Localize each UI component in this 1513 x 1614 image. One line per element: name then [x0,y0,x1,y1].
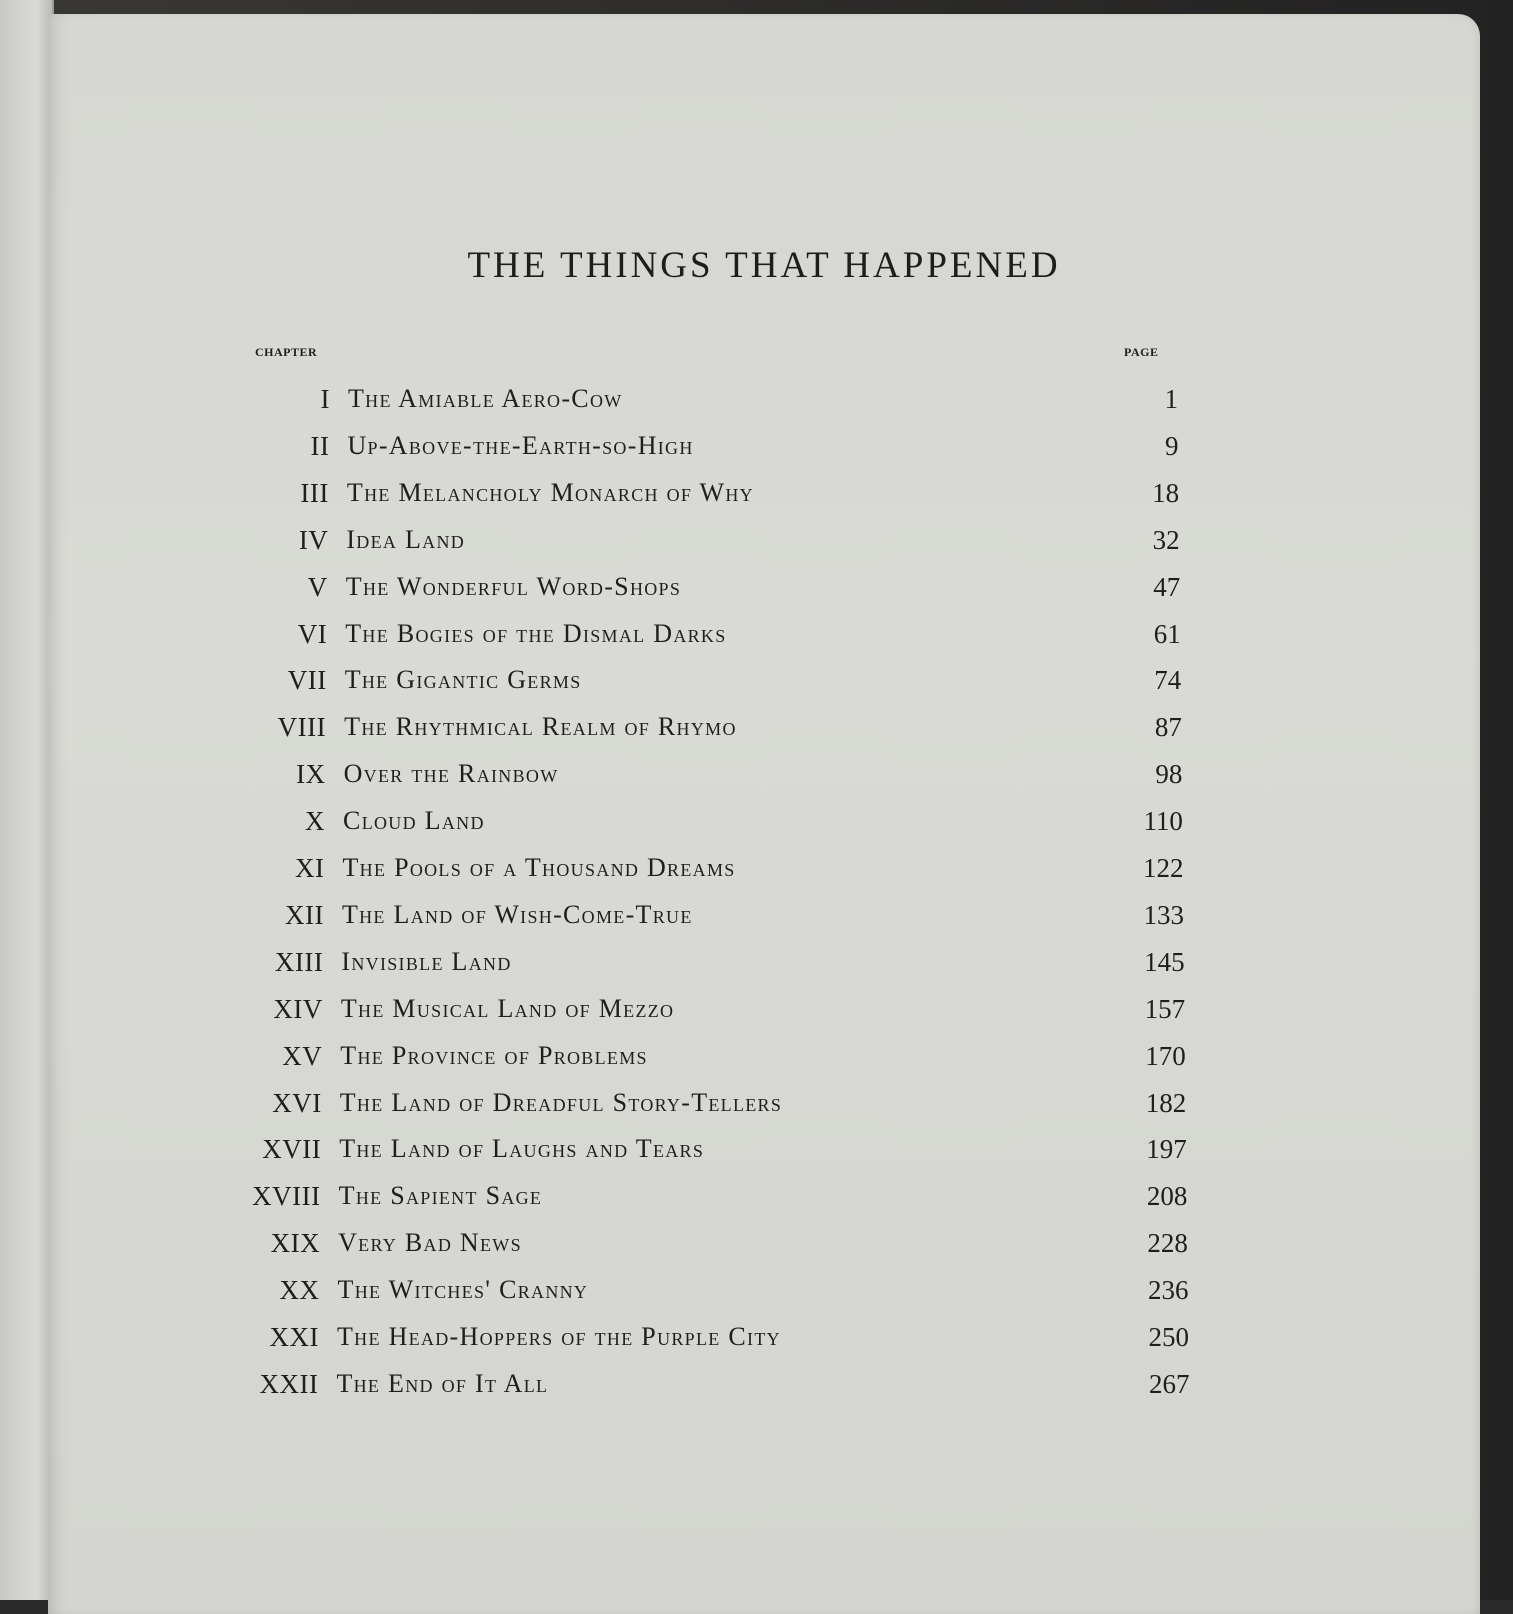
chapter-page-number: 170 [1145,1040,1186,1071]
toc-row [48,1173,1480,1219]
chapter-page-number: 61 [1153,618,1181,649]
chapter-title: Up-Above-the-Earth-so-High [347,430,694,460]
chapter-page-number: 32 [1152,524,1180,555]
chapter-numeral: III [300,477,329,508]
chapter-title: The Head-Hoppers of the Purple City [337,1322,781,1351]
toc-row [48,798,1480,844]
chapter-numeral: I [320,384,330,414]
toc-row [48,1314,1480,1360]
toc-row [48,376,1480,422]
chapter-title: Idea Land [346,524,466,554]
toc-row [48,657,1480,703]
facing-page-edge [0,0,54,1600]
toc-row [48,986,1480,1032]
chapter-page-number: 250 [1148,1322,1189,1352]
chapter-page-number: 98 [1155,759,1183,790]
chapter-title: The Pools of a Thousand Dreams [342,853,736,882]
page-title: THE THINGS THAT HAPPENED [467,245,1061,286]
toc-row [48,517,1480,563]
chapter-numeral: V [307,571,328,602]
chapter-title: The Sapient Sage [338,1181,543,1211]
chapter-page-number: 267 [1149,1368,1190,1399]
chapter-page-number: 9 [1165,430,1179,461]
page-column-header: page [1124,341,1159,360]
chapter-title: Cloud Land [343,806,485,836]
chapter-numeral: XIII [274,946,324,977]
chapter-page-number: 228 [1147,1228,1188,1259]
chapter-numeral: VIII [277,712,327,743]
chapter-numeral: XVIII [252,1181,321,1212]
toc-row [48,611,1480,657]
chapter-title: Invisible Land [341,946,512,976]
chapter-numeral: XII [284,899,324,930]
chapter-title: The Gigantic Germs [344,665,582,695]
chapter-page-number: 122 [1143,853,1184,883]
chapter-numeral: X [305,806,326,837]
chapter-numeral: XX [279,1275,320,1306]
chapter-numeral: XIX [270,1228,321,1259]
chapter-column-header: chapter [255,341,318,360]
chapter-numeral: IX [296,759,326,790]
chapter-title: The End of It All [336,1368,549,1398]
chapter-numeral: XVII [262,1134,322,1165]
toc-row [48,1033,1480,1079]
chapter-numeral: IV [298,524,329,555]
chapter-numeral: VI [297,618,328,649]
chapter-page-number: 236 [1147,1275,1189,1306]
book-page [48,14,1480,1614]
chapter-page-number: 157 [1144,993,1186,1024]
toc-row [48,423,1480,469]
chapter-page-number: 133 [1143,899,1185,930]
chapter-title: The Amiable Aero-Cow [348,384,623,413]
toc-row [48,1080,1480,1126]
chapter-numeral: XIV [273,993,323,1024]
toc-row [48,1220,1480,1266]
toc-row [48,1126,1480,1172]
chapter-numeral: XXI [269,1322,319,1352]
chapter-title: The Land of Laughs and Tears [339,1134,705,1164]
chapter-title: The Land of Dreadful Story-Tellers [339,1087,783,1117]
chapter-numeral: XI [295,853,325,883]
chapter-title: The Province of Problems [340,1040,648,1070]
chapter-numeral: VII [287,665,327,696]
toc-row [48,845,1480,891]
toc-row [48,704,1480,750]
chapter-page-number: 1 [1164,384,1178,414]
chapter-page-number: 110 [1143,806,1183,837]
chapter-title: The Land of Wish-Come-True [341,899,693,929]
chapter-page-number: 87 [1154,712,1182,743]
chapter-title: The Bogies of the Dismal Darks [345,618,727,648]
toc-row [48,939,1480,985]
chapter-page-number: 47 [1153,571,1181,602]
chapter-numeral: XVI [272,1087,322,1118]
chapter-title: The Melancholy Monarch of Why [346,477,754,507]
toc-row [48,470,1480,516]
chapter-page-number: 197 [1146,1134,1187,1165]
chapter-page-number: 145 [1144,946,1185,977]
chapter-page-number: 74 [1154,665,1182,696]
chapter-numeral: XV [282,1040,323,1071]
chapter-page-number: 182 [1145,1087,1187,1118]
table-of-contents [48,14,1480,1614]
chapter-title: The Musical Land of Mezzo [340,993,675,1023]
toc-row [48,892,1480,938]
toc-row [48,1267,1480,1313]
chapter-page-number: 18 [1152,477,1180,508]
chapter-page-number: 208 [1146,1181,1188,1212]
chapter-title: Over the Rainbow [343,759,559,789]
chapter-title: The Rhythmical Realm of Rhymo [344,712,737,742]
chapter-numeral: XXII [259,1368,319,1399]
toc-row [48,564,1480,610]
chapter-title: The Witches' Cranny [337,1275,589,1305]
toc-row [48,1361,1480,1407]
chapter-title: The Wonderful Word-Shops [345,571,682,601]
chapter-numeral: II [310,430,330,461]
chapter-title: Very Bad News [338,1228,522,1258]
toc-row [48,751,1480,797]
